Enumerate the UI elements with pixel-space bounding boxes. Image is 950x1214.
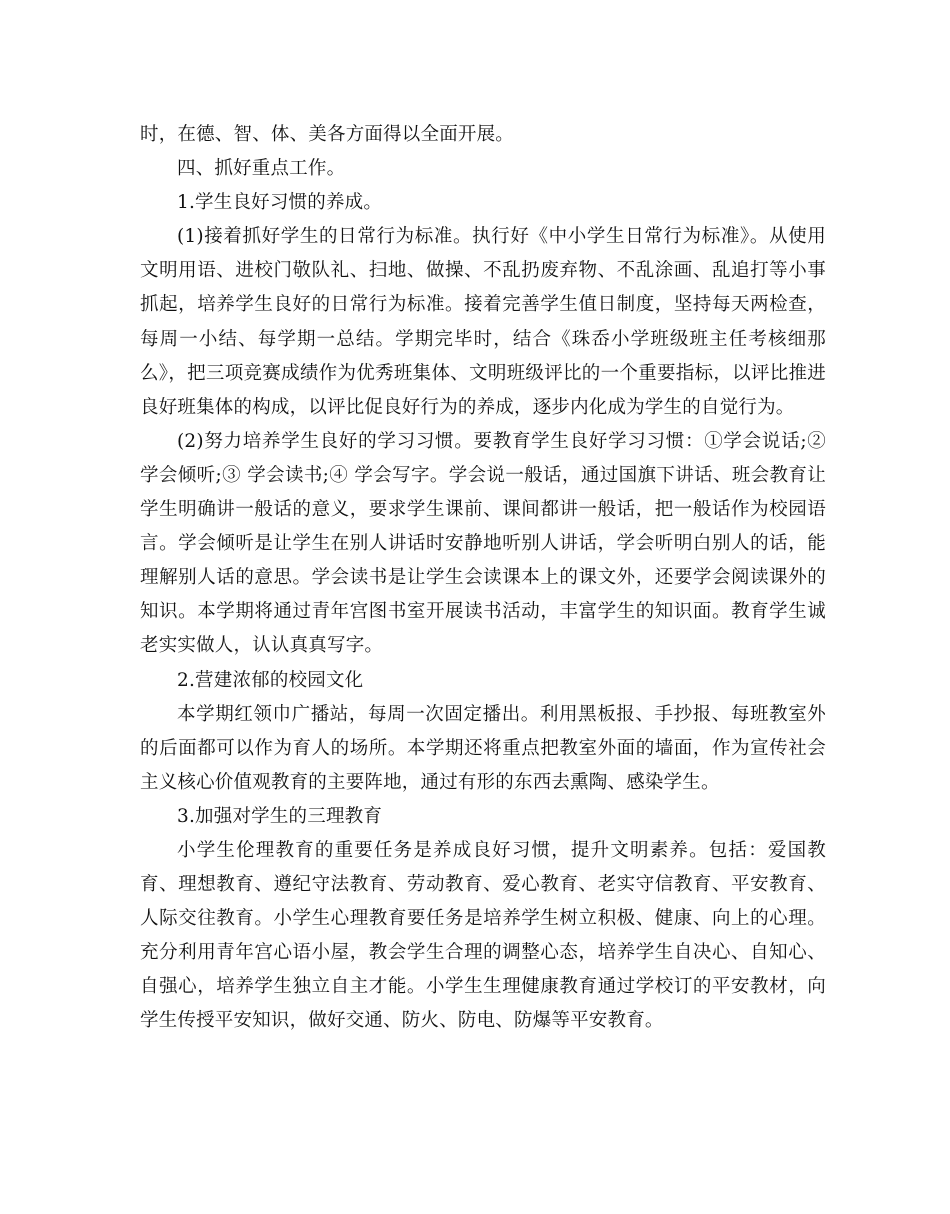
paragraph-study-habits: (2)努力培养学生良好的学习习惯。要教育学生良好学习习惯：①学会说话;②学会倾听;③ 学会读书;④ 学会写字。学会说一般话，通过国旗下讲话、班会教育让学生明确讲一般话的意义，要求学生课前、课间都讲一般话，把一般话作为校园语言。学会倾听是让学生在别人讲话时安静地听别人讲话，学会听明白别人的话，能理解别人话的意思。学会读书是让学生会读课本上的课文外，还要学会阅读课外的知识。本学期将通过青年宫图书室开展读书活动，丰富学生的知识面。教育学生诚老实实做人，认认真真写字。 bbox=[140, 430, 826, 657]
document-body bbox=[140, 118, 826, 1039]
subheading-campus-culture: 2.营建浓郁的校园文化 bbox=[177, 669, 364, 691]
paragraph-three-education: 小学生伦理教育的重要任务是养成良好习惯，提升文明素养。包括：爱国教育、理想教育、遵纪守法教育、劳动教育、爱心教育、老实守信教育、平安教育、人际交往教育。小学生心理教育要任务是培养学生树立积极、健康、向上的心理。充分利用青年宫心语小屋，教会学生合理的调整心态，培养学生自决心、自知心、自强心，培养学生独立自主才能。小学生生理健康教育通过学校订的平安教材，向学生传授平安知识，做好交通、防火、防电、防爆等平安教育。 bbox=[140, 839, 826, 1032]
paragraph-continuation: 时，在德、智、体、美各方面得以全面开展。 bbox=[140, 124, 515, 145]
section-heading-key-work: 四、抓好重点工作。 bbox=[177, 158, 346, 180]
paragraph-daily-behavior: (1)接着抓好学生的日常行为标准。执行好《中小学生日常行为标准》。从使用文明用语、进校门敬队礼、扫地、做操、不乱扔废弃物、不乱涂画、乱追打等小事抓起，培养学生良好的日常行为标准。接着完善学生值日制度，坚持每天两检查，每周一小结、每学期一总结。学期完毕时，结合《珠岙小学班级班主任考核细那么》，把三项竞赛成绩作为优秀班集体、文明班级评比的一个重要指标，以评比推进良好班集体的构成，以评比促良好行为的养成，逐步内化成为学生的自觉行为。 bbox=[140, 226, 826, 418]
subheading-good-habits: 1.学生良好习惯的养成。 bbox=[177, 192, 383, 214]
subheading-three-education: 3.加强对学生的三理教育 bbox=[177, 805, 383, 827]
paragraph-campus-culture: 本学期红领巾广播站，每周一次固定播出。利用黑板报、手抄报、每班教室外的后面都可以作为育人的场所。本学期还将重点把教室外面的墙面，作为宣传社会主义核心价值观教育的主要阵地，通过有形的东西去熏陶、感染学生。 bbox=[140, 703, 826, 793]
